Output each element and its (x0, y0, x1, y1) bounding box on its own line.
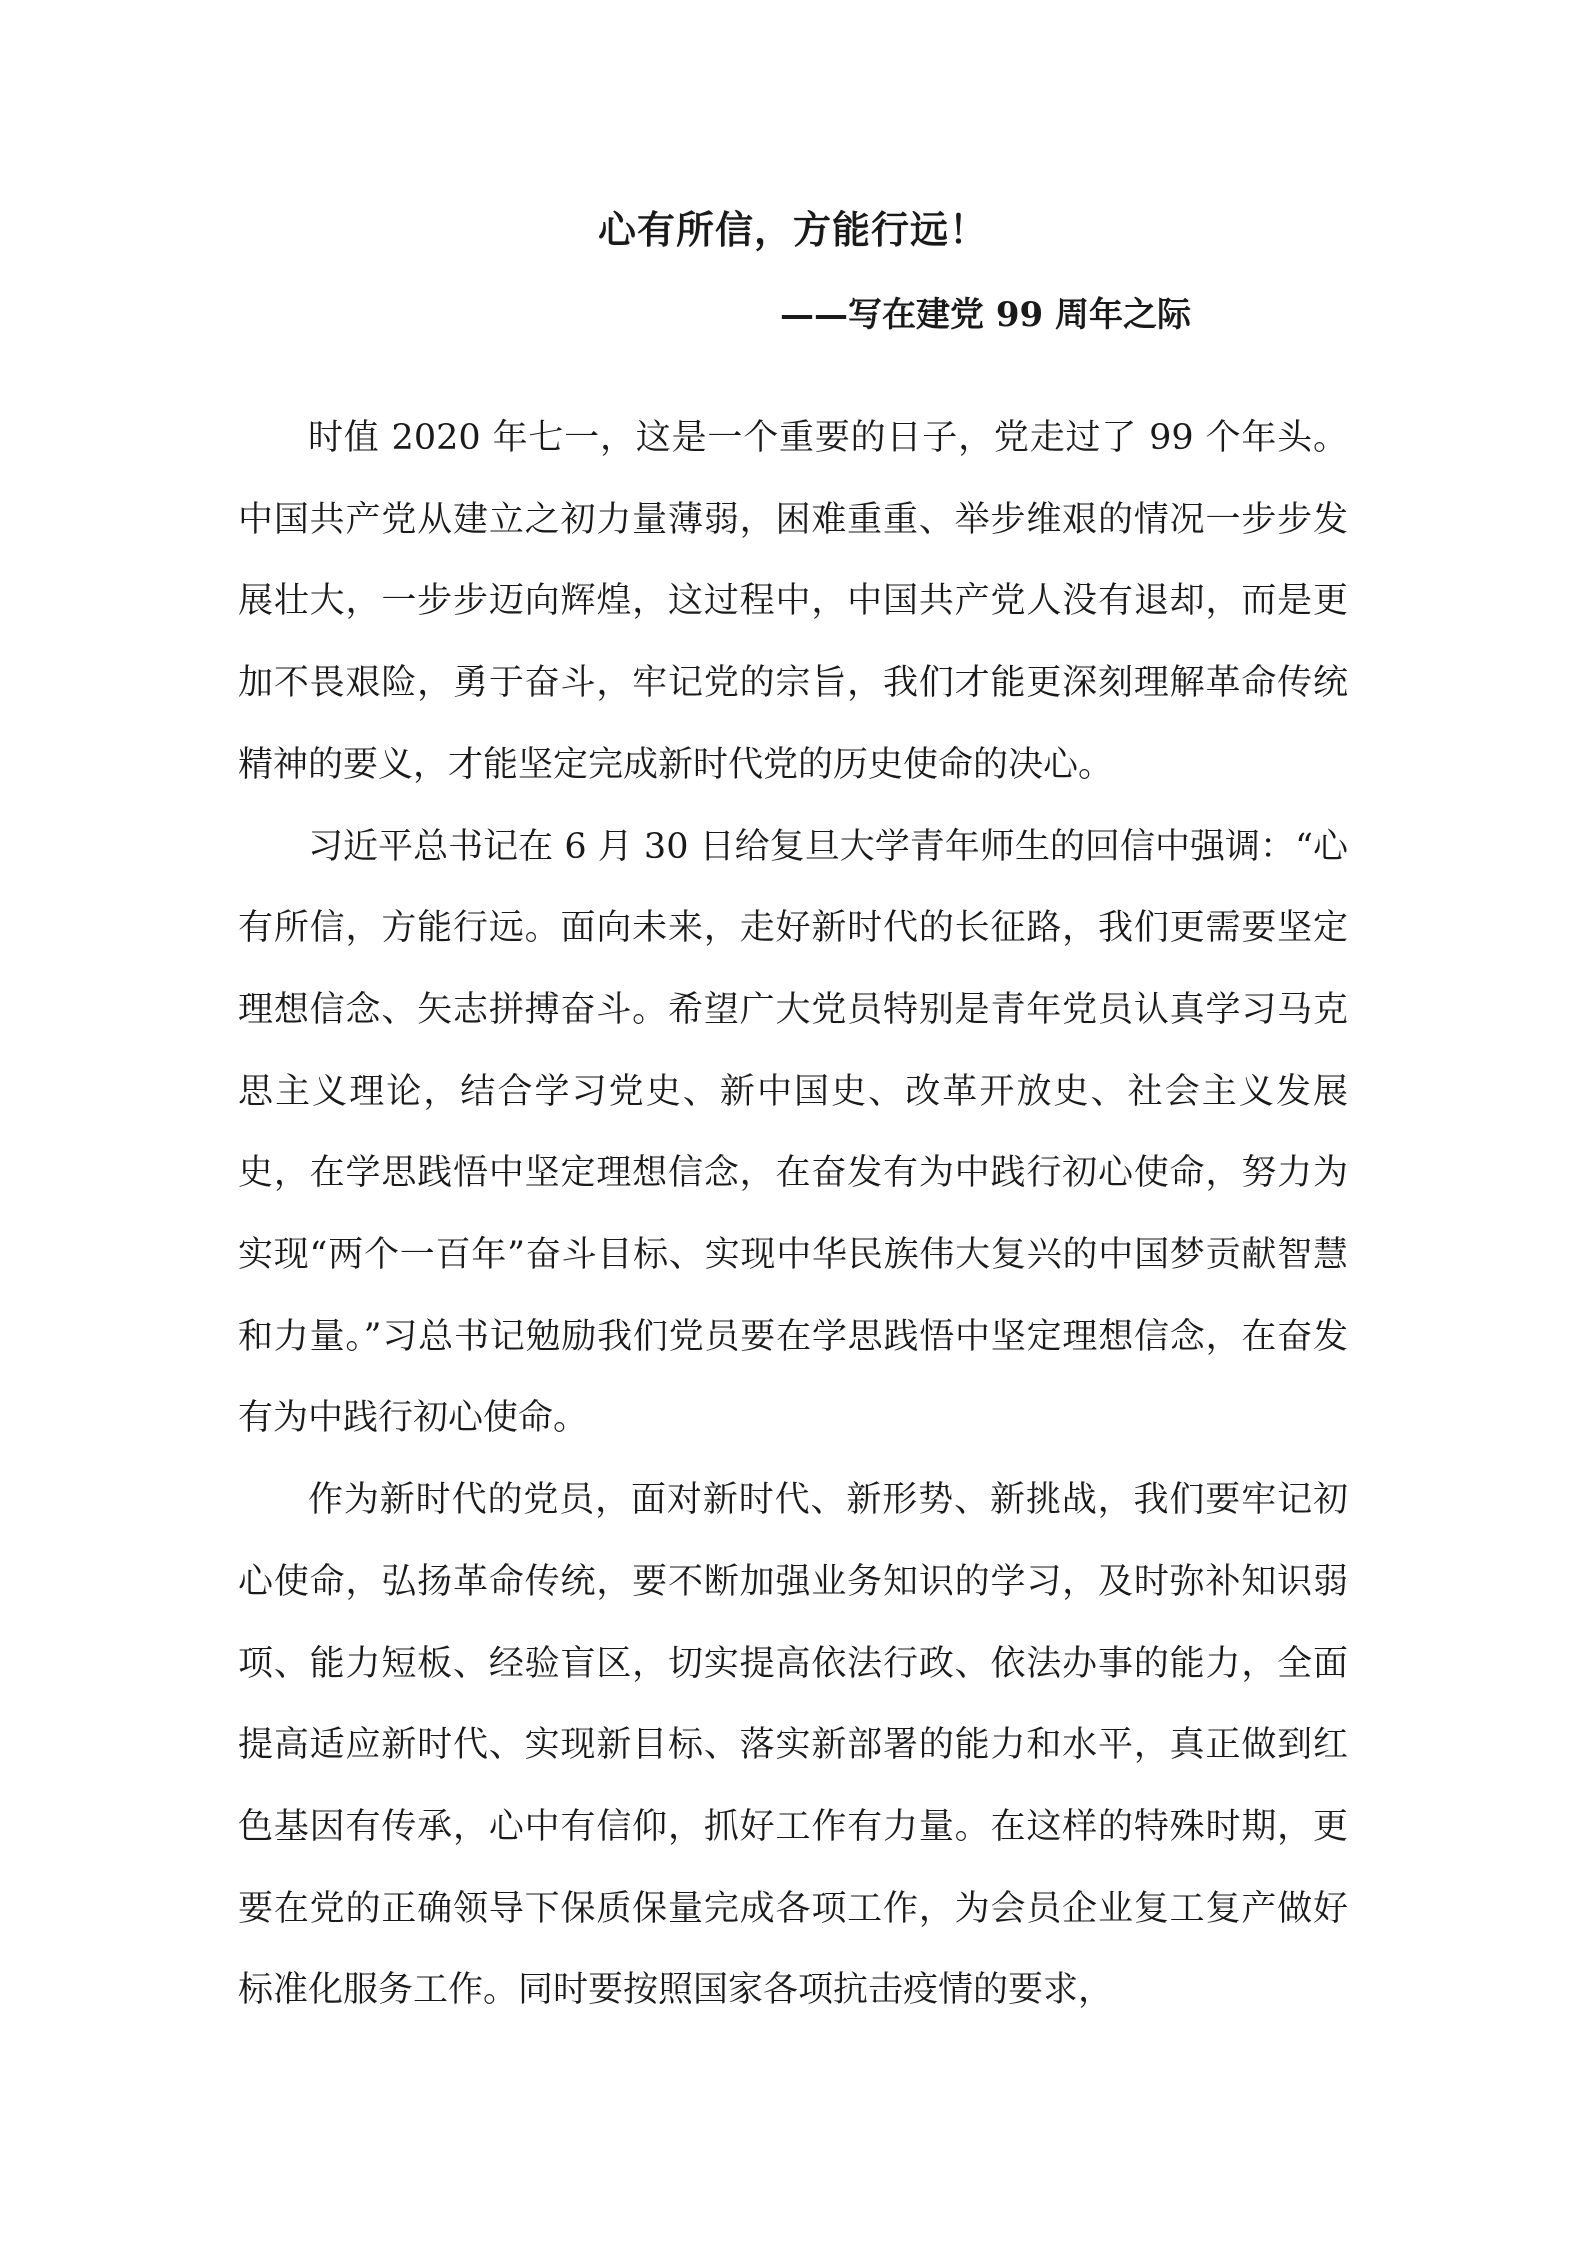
document-title: 心有所信，方能行远！ (597, 207, 988, 252)
document-subtitle: ——写在建党 99 周年之际 (780, 295, 1191, 335)
document-body (238, 398, 1348, 2032)
paragraph-2: 习近平总书记在 6 月 30 日给复旦大学青年师生的回信中强调：“心有所信，方能行远。面向未来，走好新时代的长征路，我们更需要坚定理想信念、矢志拼搏奋斗。希望广大党员特别是青年党员认真学习马克思主义理论，结合学习党史、新中国史、改革开放史、社会主义发展史，在学思践悟中坚定理想信念，在奋发有为中践行初心使命，努力为实现“两个一百年”奋斗目标、实现中华民族伟大复兴的中国梦贡献智慧和力量。”习总书记勉励我们党员要在学思践悟中坚定理想信念，在奋发有为中践行初心使命。 (238, 826, 1348, 1439)
paragraph-3: 作为新时代的党员，面对新时代、新形势、新挑战，我们要牢记初心使命，弘扬革命传统，要不断加强业务知识的学习，及时弥补知识弱项、能力短板、经验盲区，切实提高依法行政、依法办事的能力，全面提高适应新时代、实现新目标、落实新部署的能力和水平，真正做到红色基因有传承，心中有信仰，抓好工作有力量。在这样的特殊时期，更要在党的正确领导下保质保量完成各项工作，为会员企业复工复产做好标准化服务工作。同时要按照国家各项抗击疫情的要求， (238, 1480, 1348, 2011)
paragraph-1: 时值 2020 年七一，这是一个重要的日子，党走过了 99 个年头。中国共产党从建立之初力量薄弱，困难重重、举步维艰的情况一步步发展壮大，一步步迈向辉煌，这过程中，中国共产党人没有退却，而是更加不畏艰险，勇于奋斗，牢记党的宗旨，我们才能更深刻理解革命传统精神的要义，才能坚定完成新时代党的历史使命的决心。 (238, 418, 1348, 785)
